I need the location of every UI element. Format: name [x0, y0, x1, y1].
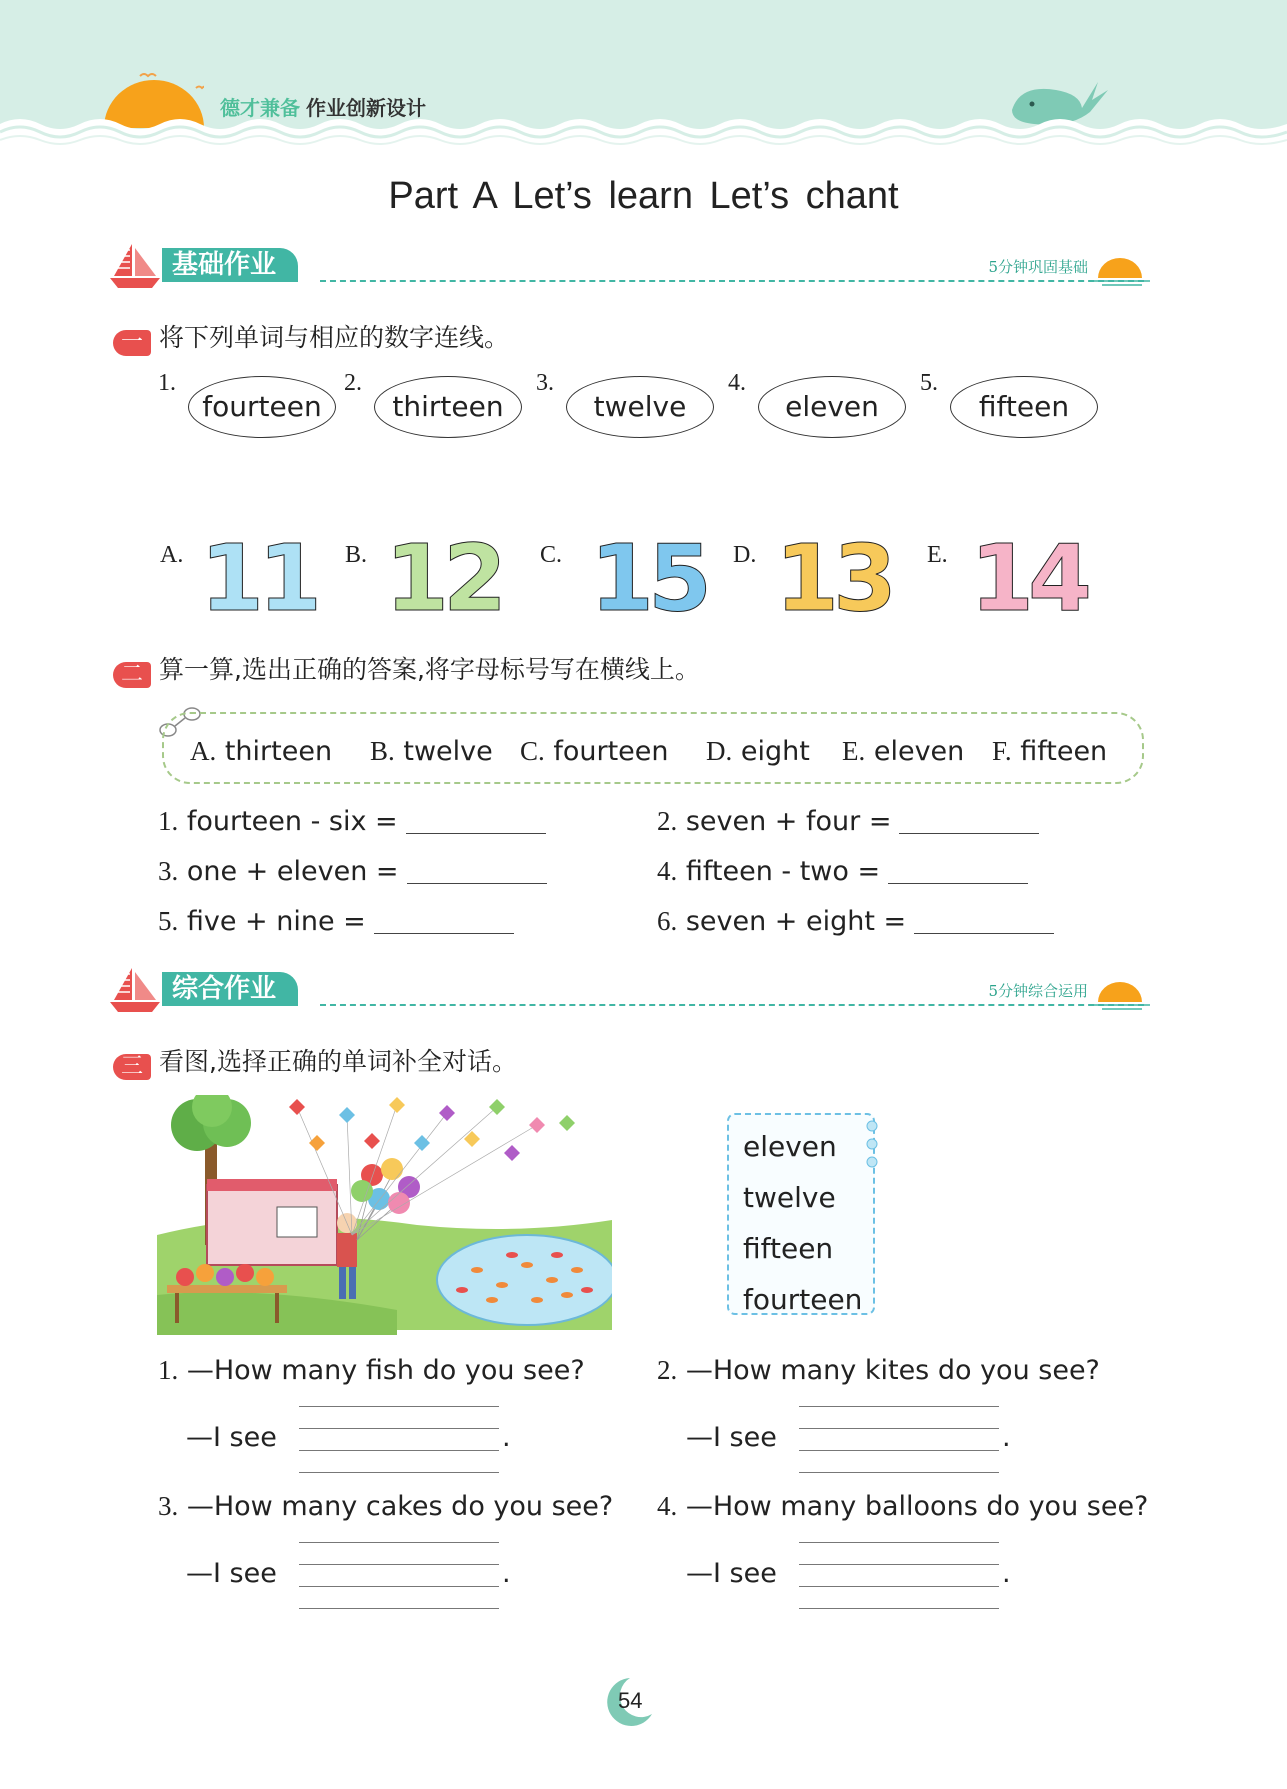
calc-item: 1. fourteen - six =: [158, 806, 546, 837]
dialog-answer: —I see .: [186, 1558, 277, 1589]
option-c: C. fourteen: [520, 736, 669, 767]
word-oval[interactable]: fourteen: [188, 376, 336, 438]
option-e: E. eleven: [842, 736, 965, 767]
park-scene-illustration: [157, 1095, 612, 1335]
option-b: B. twelve: [370, 736, 493, 767]
answer-writing-lines[interactable]: [799, 1406, 999, 1494]
word-bank-item: twelve: [743, 1181, 836, 1214]
option-f: F. fifteen: [992, 736, 1108, 767]
section-divider: [320, 280, 1144, 282]
calc-item: 6. seven + eight =: [657, 906, 1054, 937]
wave-divider: [0, 110, 1287, 150]
answer-writing-lines[interactable]: [299, 1406, 499, 1494]
word-bank-item: fifteen: [743, 1232, 834, 1265]
number-letter: A.: [160, 542, 184, 568]
section-comprehensive-label: 综合作业: [162, 972, 298, 1006]
option-a: A. thirteen: [190, 736, 333, 767]
section-basic-header: [110, 242, 1150, 292]
number-15[interactable]: 15: [590, 525, 707, 632]
sailboat-icon: [110, 966, 160, 1014]
q3-badge: 三: [113, 1054, 151, 1080]
q2-heading: [113, 650, 700, 688]
number-13[interactable]: 13: [775, 525, 892, 632]
brand-title: [220, 92, 426, 121]
sailboat-icon: [110, 242, 160, 290]
brand-part1: 德才兼备: [220, 96, 300, 120]
brand-part2: 作业创新设计: [306, 96, 426, 120]
answer-blank[interactable]: [406, 810, 546, 834]
dialog-question: 1. —How many fish do you see?: [158, 1355, 585, 1386]
calc-item: 2. seven + four =: [657, 806, 1039, 837]
number-14[interactable]: 14: [970, 525, 1087, 632]
dialog-answer: —I see .: [686, 1558, 777, 1589]
answer-blank[interactable]: [888, 860, 1028, 884]
answer-writing-lines[interactable]: [799, 1542, 999, 1630]
word-bank-item: eleven: [743, 1130, 837, 1163]
calc-item: 5. five + nine =: [158, 906, 514, 937]
number-letter: D.: [733, 542, 757, 568]
word-oval[interactable]: twelve: [566, 376, 714, 438]
number-letter: B.: [345, 542, 368, 568]
section-basic-label: 基础作业: [162, 248, 298, 282]
word-number: 4.: [728, 370, 746, 396]
answer-writing-lines[interactable]: [299, 1542, 499, 1630]
dialog-question: 2. —How many kites do you see?: [657, 1355, 1100, 1386]
dialog-question: 3. —How many cakes do you see?: [158, 1491, 614, 1522]
sunset-small-icon: [1094, 250, 1150, 288]
section-basic-hint: 5分钟巩固基础: [988, 258, 1088, 276]
word-bank: [727, 1113, 875, 1315]
word-number: 3.: [536, 370, 554, 396]
q1-instruction: 将下列单词与相应的数字连线。: [159, 323, 510, 352]
answer-blank[interactable]: [407, 860, 547, 884]
answer-blank[interactable]: [374, 910, 514, 934]
number-letter: E.: [927, 542, 948, 568]
answer-blank[interactable]: [914, 910, 1054, 934]
number-letter: C.: [540, 542, 563, 568]
section-divider: [320, 1004, 1144, 1006]
section-comprehensive-hint: 5分钟综合运用: [988, 982, 1088, 1000]
calc-item: 4. fifteen - two =: [657, 856, 1028, 887]
word-number: 5.: [920, 370, 938, 396]
q2-instruction: 算一算,选出正确的答案,将字母标号写在横线上。: [159, 655, 700, 684]
page-title: Part A Let’s learn Let’s chant: [388, 175, 899, 217]
word-oval[interactable]: fifteen: [950, 376, 1098, 438]
dialog-answer: —I see .: [186, 1422, 277, 1453]
word-number: 2.: [344, 370, 362, 396]
q3-instruction: 看图,选择正确的单词补全对话。: [159, 1047, 517, 1076]
number-11[interactable]: 11: [200, 525, 317, 632]
q2-badge: 二: [113, 662, 151, 688]
calc-item: 3. one + eleven =: [158, 856, 547, 887]
q1-badge: 一: [113, 330, 151, 356]
binder-rings-icon: [864, 1118, 880, 1174]
word-bank-item: fourteen: [743, 1283, 863, 1316]
dialog-answer: —I see .: [686, 1422, 777, 1453]
option-d: D. eight: [706, 736, 810, 767]
options-box: [162, 712, 1144, 784]
page-number-text: 54: [618, 1688, 643, 1713]
page-number: [600, 1674, 656, 1730]
word-oval[interactable]: thirteen: [374, 376, 522, 438]
section-comprehensive-header: [110, 966, 1150, 1016]
dialog-question: 4. —How many balloons do you see?: [657, 1491, 1149, 1522]
sunset-small-icon: [1094, 974, 1150, 1012]
answer-blank[interactable]: [899, 810, 1039, 834]
q1-heading: [113, 318, 509, 356]
word-number: 1.: [158, 370, 176, 396]
number-12[interactable]: 12: [385, 525, 502, 632]
word-oval[interactable]: eleven: [758, 376, 906, 438]
page-header: [0, 0, 1287, 150]
q3-heading: [113, 1042, 517, 1080]
